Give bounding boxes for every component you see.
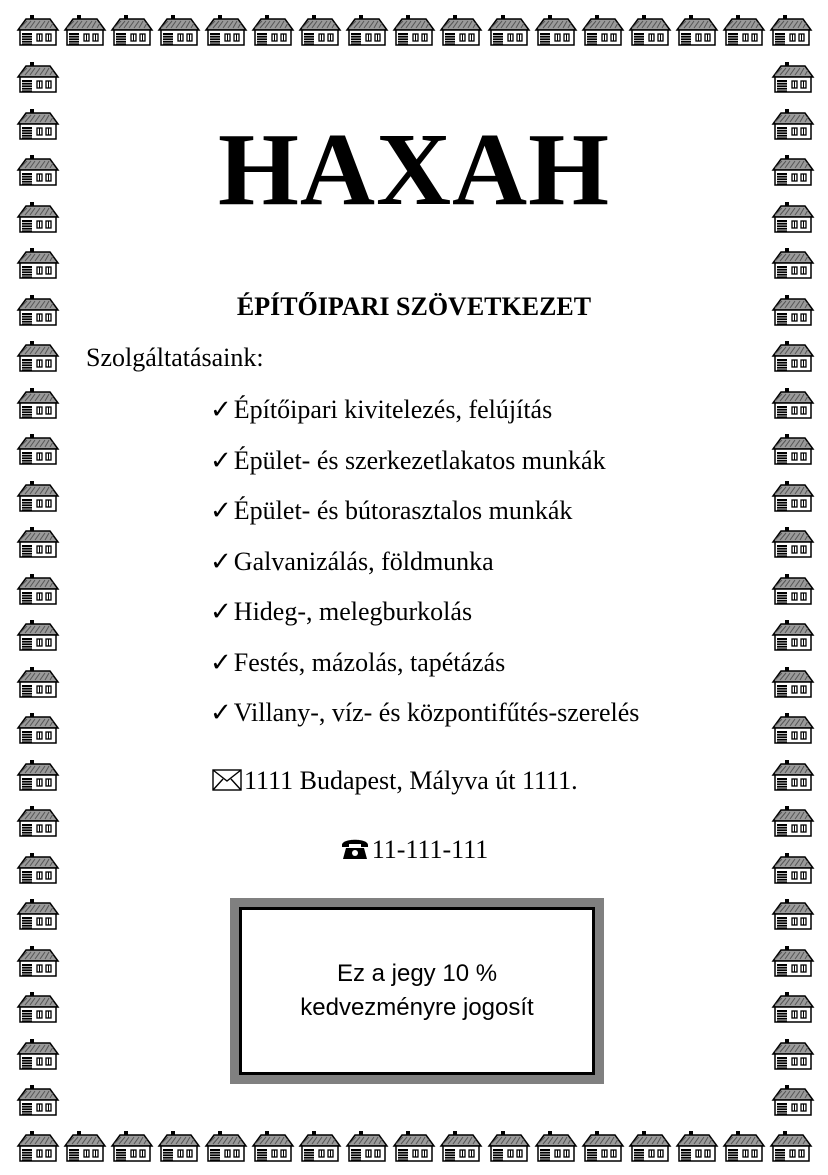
house-icon <box>204 14 248 46</box>
service-item <box>210 647 639 701</box>
house-icon <box>16 991 60 1023</box>
house-icon <box>16 14 60 46</box>
house-icon <box>16 712 60 744</box>
service-item <box>210 397 639 448</box>
house-icon <box>771 898 815 930</box>
page-title: HAXAH <box>217 112 611 227</box>
house-icon <box>204 1130 248 1162</box>
house-icon <box>16 480 60 512</box>
service-label: Épület- és bútorasztalos munkák <box>233 496 573 525</box>
house-icon <box>298 14 342 46</box>
house-icon <box>769 14 813 46</box>
house-icon <box>771 712 815 744</box>
house-icon <box>63 1130 107 1162</box>
house-icon <box>16 619 60 651</box>
house-icon <box>16 433 60 465</box>
house-icon <box>771 991 815 1023</box>
house-icon <box>16 945 60 977</box>
service-label: Hideg-, melegburkolás <box>233 597 473 626</box>
house-icon <box>16 526 60 558</box>
house-icon <box>16 1038 60 1070</box>
address-text: 1111 Budapest, Mályva út 1111. <box>244 766 578 795</box>
phone-number: 11-111-111 <box>371 835 489 864</box>
house-icon <box>345 14 389 46</box>
check-icon: ✓ <box>210 546 232 576</box>
house-icon <box>628 1130 672 1162</box>
house-icon <box>628 14 672 46</box>
house-icon <box>110 14 154 46</box>
discount-coupon <box>230 898 604 1084</box>
service-item <box>210 498 639 549</box>
coupon-line-2: kedvezményre jogosít <box>300 994 534 1021</box>
check-icon: ✓ <box>210 698 232 727</box>
house-icon <box>771 573 815 605</box>
service-label: Villany-, víz- és központifűtés-szerelés <box>233 698 640 727</box>
house-icon <box>534 1130 578 1162</box>
house-icon <box>534 14 578 46</box>
house-icon <box>16 340 60 372</box>
check-icon: ✓ <box>210 597 232 626</box>
service-item <box>210 445 639 499</box>
service-label: Épület- és szerkezetlakatos munkák <box>233 445 606 475</box>
house-icon <box>771 433 815 465</box>
house-icon <box>675 1130 719 1162</box>
house-icon <box>392 1130 436 1162</box>
telephone-icon <box>340 836 370 865</box>
house-icon <box>771 805 815 837</box>
coupon-line-1: Ez a jegy 10 % <box>336 960 498 988</box>
house-icon <box>722 1130 766 1162</box>
house-icon <box>392 14 436 46</box>
house-icon <box>771 666 815 698</box>
check-icon: ✓ <box>210 647 232 677</box>
check-icon: ✓ <box>210 395 232 424</box>
house-icon <box>771 1084 815 1116</box>
house-icon <box>581 1130 625 1162</box>
house-icon <box>771 1038 815 1070</box>
house-icon <box>771 526 815 558</box>
house-icon <box>771 480 815 512</box>
house-icon <box>771 759 815 791</box>
house-icon <box>16 666 60 698</box>
envelope-icon <box>212 769 242 796</box>
coupon-border <box>239 907 595 1075</box>
house-icon <box>16 1084 60 1116</box>
house-icon <box>110 1130 154 1162</box>
house-icon <box>675 14 719 46</box>
house-icon <box>487 1130 531 1162</box>
house-icon <box>439 14 483 46</box>
service-item <box>210 546 639 600</box>
check-icon: ✓ <box>210 496 232 525</box>
service-item <box>210 599 639 650</box>
check-icon: ✓ <box>210 445 232 475</box>
house-icon <box>16 573 60 605</box>
company-subtitle: ÉPÍTŐIPARI SZÖVETKEZET <box>236 292 592 321</box>
house-icon <box>16 61 60 93</box>
house-icon <box>16 1130 60 1162</box>
coupon-body <box>242 910 592 1072</box>
service-label: Galvanizálás, földmunka <box>233 546 494 576</box>
service-item <box>210 700 639 751</box>
house-icon <box>63 14 107 46</box>
house-icon <box>16 898 60 930</box>
house-icon <box>771 619 815 651</box>
house-icon <box>722 14 766 46</box>
house-icon <box>345 1130 389 1162</box>
house-icon <box>157 14 201 46</box>
house-icon <box>581 14 625 46</box>
house-icon <box>16 805 60 837</box>
address-line <box>212 768 578 796</box>
house-icon <box>16 247 60 279</box>
house-icon <box>771 61 815 93</box>
service-label: Festés, mázolás, tapétázás <box>233 647 506 677</box>
house-icon <box>771 945 815 977</box>
house-icon <box>771 340 815 372</box>
services-heading: Szolgáltatásaink: <box>86 343 264 372</box>
house-icon <box>16 759 60 791</box>
phone-line <box>0 836 828 865</box>
house-icon <box>769 1130 813 1162</box>
service-list <box>210 397 639 751</box>
house-icon <box>298 1130 342 1162</box>
house-icon <box>487 14 531 46</box>
house-icon <box>157 1130 201 1162</box>
house-icon <box>771 247 815 279</box>
service-label: Építőipari kivitelezés, felújítás <box>233 395 553 424</box>
house-icon <box>771 387 815 419</box>
house-icon <box>439 1130 483 1162</box>
house-icon <box>251 1130 295 1162</box>
house-icon <box>16 387 60 419</box>
house-icon <box>251 14 295 46</box>
